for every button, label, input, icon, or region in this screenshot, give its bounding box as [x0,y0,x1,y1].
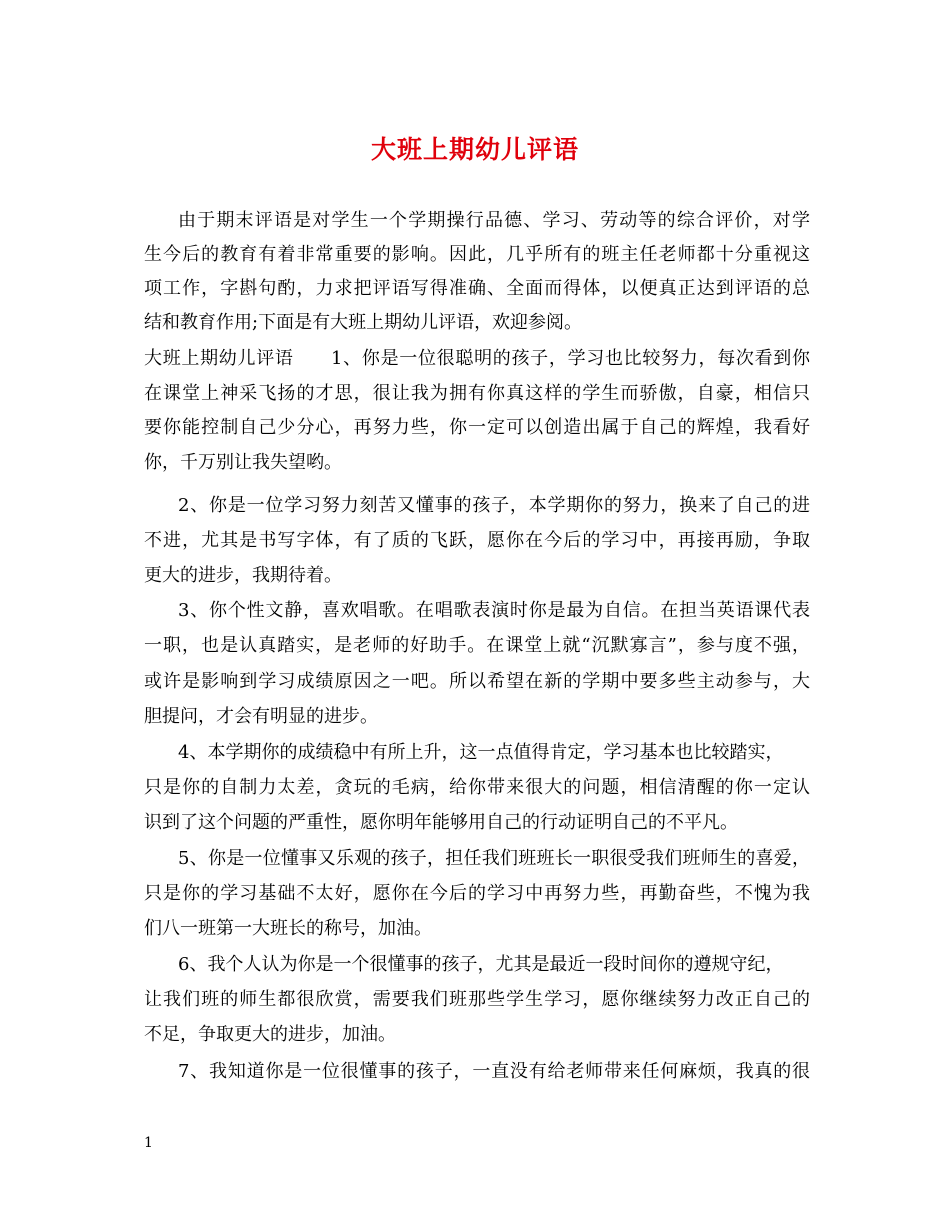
paragraph-line: 一职，也是认真踏实，是老师的好助手。在课堂上就“沉默寡言”，参与度不强， [144,635,810,656]
paragraph-line: 7、我知道你是一位很懂事的孩子，一直没有给老师带来任何麻烦，我真的很 [178,1061,810,1082]
page-number: 1 [144,1135,153,1151]
paragraph-line: 大班上期幼儿评语 1、你是一位很聪明的孩子，学习也比较努力，每次看到你 [144,348,810,369]
paragraph-line: 或许是影响到学习成绩原因之一吧。所以希望在新的学期中要多些主动参与，大 [144,671,810,692]
paragraph-line: 要你能控制自己少分心，再努力些，你一定可以创造出属于自己的辉煌，我看好 [144,417,810,438]
paragraph-line: 只是你的学习基础不太好，愿你在今后的学习中再努力些，再勤奋些，不愧为我 [144,883,810,904]
paragraph-line: 更大的进步，我期待着。 [144,565,342,586]
paragraph-line: 由于期末评语是对学生一个学期操行品德、学习、劳动等的综合评价，对学 [178,210,810,231]
paragraph-line: 在课堂上神采飞扬的才思，很让我为拥有你真这样的学生而骄傲，自豪，相信只 [144,383,810,404]
paragraph-line: 们八一班第一大班长的称号，加油。 [144,918,432,939]
paragraph-line: 让我们班的师生都很欣赏，需要我们班那些学生学习，愿你继续努力改正自己的 [144,989,810,1010]
paragraph-line: 识到了这个问题的严重性，愿你明年能够用自己的行动证明自己的不平凡。 [144,812,738,833]
paragraph-line: 4、本学期你的成绩稳中有所上升，这一点值得肯定，学习基本也比较踏实， [178,742,784,763]
paragraph-line: 不进，尤其是书写字体，有了质的飞跃，愿你在今后的学习中，再接再励，争取 [144,530,810,551]
paragraph-line: 结和教育作用;下面是有大班上期幼儿评语，欢迎参阅。 [144,312,583,333]
paragraph-line: 3、你个性文静，喜欢唱歌。在唱歌表演时你是最为自信。在担当英语课代表 [178,600,810,621]
paragraph-line: 6、我个人认为你是一个很懂事的孩子，尤其是最近一段时间你的遵规守纪， [178,954,784,975]
paragraph-line: 不足，争取更大的进步，加油。 [144,1024,396,1045]
paragraph-line: 只是你的自制力太差，贪玩的毛病，给你带来很大的问题，相信清醒的你一定认 [144,777,810,798]
paragraph-line: 2、你是一位学习努力刻苦又懂事的孩子，本学期你的努力，换来了自己的进 [178,495,810,516]
paragraph-line: 胆提问，才会有明显的进步。 [144,706,378,727]
paragraph-line: 5、你是一位懂事又乐观的孩子，担任我们班班长一职很受我们班师生的喜爱， [178,848,810,869]
paragraph-line: 生今后的教育有着非常重要的影响。因此，几乎所有的班主任老师都十分重视这 [144,244,810,265]
paragraph-line: 项工作，字斟句酌，力求把评语写得准确、全面而得体，以便真正达到评语的总 [144,278,810,299]
paragraph-line: 你，千万别让我失望哟。 [144,452,342,473]
document-title: 大班上期幼儿评语 [370,135,579,164]
